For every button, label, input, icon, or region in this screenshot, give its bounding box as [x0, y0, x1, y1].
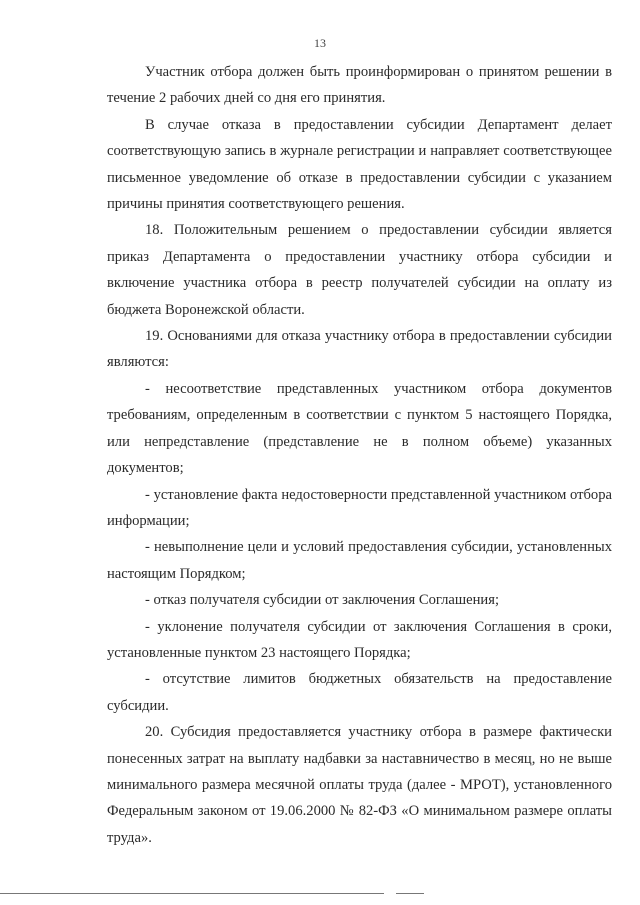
- list-item-no-limits: - отсутствие лимитов бюджетных обязательств на предоставление субсидии.: [107, 671, 612, 714]
- list-item-conditions-unmet: - невыполнение цели и условий предоставления субсидии, установленных настоящим Порядком;: [107, 539, 612, 582]
- paragraph-refusal-record: В случае отказа в предоставлении субсидии Департамент делает соответствующую запись в журнале регистрации и направляет соответствующее письменное уведомление об отказе в предоставлении субсидии с указанием причины принятия соответствующего решения.: [107, 116, 612, 213]
- footer-divider: [0, 893, 384, 894]
- paragraph-item-20: 20. Субсидия предоставляется участнику отбора в размере фактически понесенных затрат на выплату надбавки за наставничество в месяц, но не выше минимального размера месячной оплаты труда (далее - МРОТ), установленного Федеральным законом от 19.06.2000 № 82-ФЗ «О минимальном размере оплаты труда».: [107, 724, 612, 846]
- list-item-agreement-evasion: - уклонение получателя субсидии от заключения Соглашения в сроки, установленные пунктом 23 настоящего Порядка;: [107, 618, 612, 661]
- list-item-agreement-refusal: - отказ получателя субсидии от заключения Соглашения;: [145, 592, 500, 609]
- document-body: [107, 59, 612, 851]
- footer-divider-segment: [396, 893, 424, 894]
- page-number: 13: [314, 36, 326, 50]
- paragraph-item-18: 18. Положительным решением о предоставлении субсидии является приказ Департамента о предоставлении участнику отбора субсидии и включение участника отбора в реестр получателей субсидии на оплату из бюджета Воронежской области.: [107, 222, 612, 318]
- list-item-nonconformity: - несоответствие представленных участником отбора документов требованиям, определенным в соответствии с пунктом 5 настоящего Порядка, или непредставление (представление не в полном объеме) указанных документов;: [107, 380, 612, 477]
- list-item-false-info: - установление факта недостоверности представленной участником отбора информации;: [107, 486, 612, 529]
- paragraph-notification: Участник отбора должен быть проинформирован о принятом решении в течение 2 рабочих дней со дня его принятия.: [107, 64, 612, 107]
- paragraph-item-19: 19. Основаниями для отказа участнику отбора в предоставлении субсидии являются:: [107, 328, 612, 371]
